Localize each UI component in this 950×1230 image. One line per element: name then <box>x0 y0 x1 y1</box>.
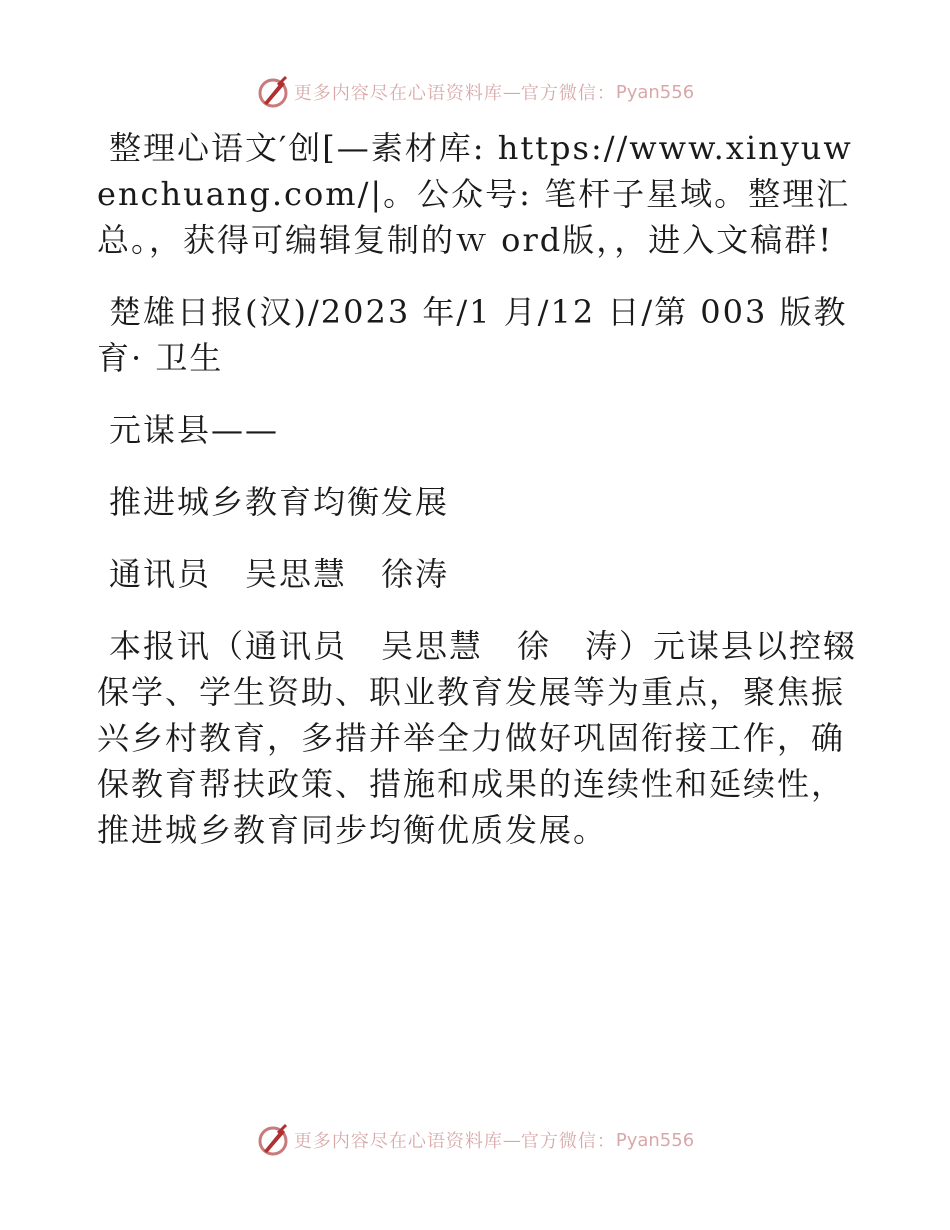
quill-pen-logo-icon <box>256 1123 290 1157</box>
header-watermark-banner <box>0 72 950 112</box>
article-kicker: 元谋县—— <box>109 411 280 449</box>
source-line: 楚雄日报(汉)/2023 年/1 月/12 日/第 003 版教育· 卫生 <box>97 293 848 377</box>
banner-text: 更多内容尽在心语资料库 <box>293 83 503 104</box>
quill-pen-logo-icon <box>256 75 290 109</box>
intro-paragraph: 整理心语文′创[—素材库: https://www.xinyuwenchuang.com/|。公众号: 笔杆子星域。整理汇总。，获得可编辑复制的ｗ ord版，，进入文稿群! <box>97 129 853 259</box>
banner-text: 更多内容尽在心语资料库 <box>293 1131 503 1152</box>
article-lead-paragraph: 本报讯（通讯员 吴思慧 徐 涛）元谋县以控辍保学、学生资助、职业教育发展等为重点，聚焦振兴乡村教育，多措并举全力做好巩固衔接工作，确保教育帮扶政策、措施和成果的连续性和延续性，推进城乡教育同步均衡优质发展。 <box>97 627 858 849</box>
banner-official-label: 官方微信： <box>520 83 616 104</box>
byline: 通讯员 吴思慧 徐涛 <box>109 555 450 593</box>
document-body <box>97 125 857 879</box>
banner-official-label: 官方微信： <box>520 1131 616 1152</box>
banner-separator: — <box>502 81 521 103</box>
footer-watermark-banner <box>0 1120 950 1160</box>
banner-separator: — <box>502 1129 521 1151</box>
article-title: 推进城乡教育均衡发展 <box>109 483 450 521</box>
banner-wechat-id: Pyan556 <box>615 1129 695 1151</box>
banner-wechat-id: Pyan556 <box>615 81 695 103</box>
